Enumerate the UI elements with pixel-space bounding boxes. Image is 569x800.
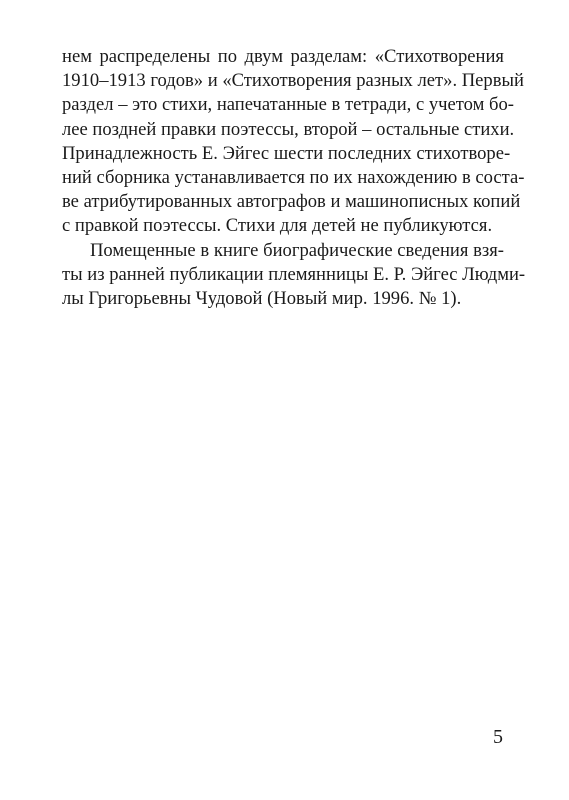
paragraph-biography-source: [62, 239, 526, 312]
text-line: Помещенные в книге биографические сведения взя-: [90, 239, 504, 261]
text-line: 1910–1913 годов» и «Стихотворения разных лет». Первый: [62, 70, 524, 92]
text-line: Принадлежность Е. Эйгес шести последних стихотворе-: [62, 142, 511, 164]
text-line: лы Григорьевны Чудовой (Новый мир. 1996. № 1).: [62, 288, 462, 310]
text-line: ний сборника устанавливается по их нахождению в соста-: [62, 167, 525, 189]
text-line: лее поздней правки поэтессы, второй – остальные стихи.: [62, 118, 515, 140]
text-line: ве атрибутированных автографов и машинописных копий: [62, 191, 521, 213]
text-line: с правкой поэтессы. Стихи для детей не публикуются.: [62, 215, 493, 237]
text-line: ты из ранней публикации племянницы Е. Р. Эйгес Людми-: [62, 263, 526, 285]
text-line: раздел – это стихи, напечатанные в тетради, с учетом бо-: [62, 94, 514, 116]
paragraph-sections-description: [62, 45, 525, 239]
page-number: 5: [493, 726, 503, 748]
body-text: [62, 45, 526, 311]
text-line: нем распределены по двум разделам: «Стихотворения: [62, 46, 504, 67]
